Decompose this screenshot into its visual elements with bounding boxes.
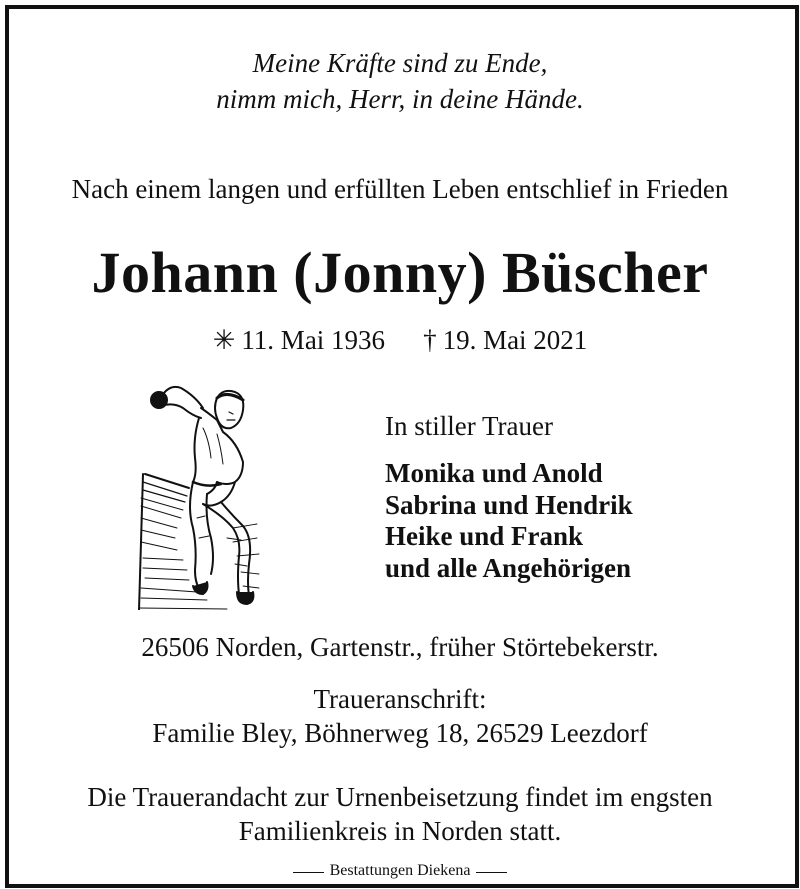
mourners-list: [385, 458, 633, 584]
service-line-1: Die Trauerandacht zur Urnenbeisetzung findet im engsten: [87, 782, 713, 812]
life-dates: [0, 322, 800, 358]
deceased-name: Johann (Jonny) Büscher: [91, 240, 709, 305]
intro-text: Nach einem langen und erfüllten Leben entschlief in Frieden: [71, 174, 729, 204]
contact-address: Familie Bley, Böhnerweg 18, 26529 Leezdorf: [152, 718, 648, 748]
birth-star-icon: ✳: [212, 325, 236, 355]
birth-date: 11. Mai 1936: [241, 325, 386, 355]
death-date: 19. Mai 2021: [442, 325, 588, 355]
footer: [0, 861, 800, 881]
mourning-heading: In stiller Trauer: [385, 411, 553, 441]
verse-line-2: nimm mich, Herr, in deine Hände.: [216, 84, 584, 114]
funeral-home: Bestattungen Diekena: [324, 862, 477, 879]
verse: [0, 45, 800, 117]
mourner-line: und alle Angehörigen: [385, 552, 632, 583]
mourner-line: Heike und Frank: [385, 521, 584, 551]
contact-block: [0, 682, 800, 750]
residence-address: 26506 Norden, Gartenstr., früher Störtebekerstr.: [141, 632, 659, 662]
service-line-2: Familienkreis in Norden statt.: [238, 816, 562, 846]
contact-label: Traueranschrift:: [313, 684, 487, 714]
verse-line-1: Meine Kräfte sind zu Ende,: [252, 48, 548, 78]
notice-border: [5, 5, 799, 888]
death-cross-icon: †: [423, 325, 437, 355]
service-notice: [0, 780, 800, 848]
mourner-line: Sabrina und Hendrik: [385, 489, 633, 520]
mourner-line: Monika und Anold: [385, 458, 603, 488]
boule-player-illustration: [137, 378, 261, 610]
